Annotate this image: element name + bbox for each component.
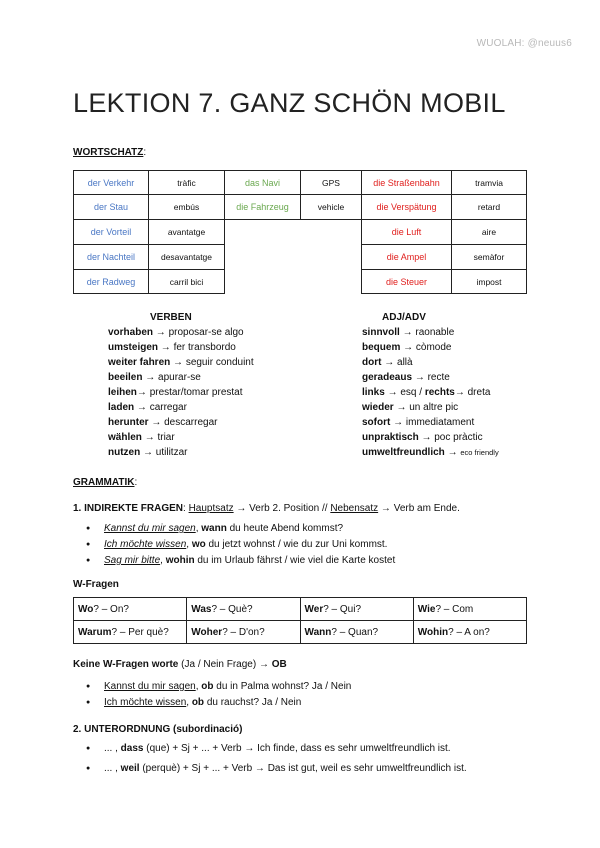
section-indirekte-fragen: 1. INDIREKTE FRAGEN: Hauptsatz → Verb 2. Position // Nebensatz → Verb am Ende. xyxy=(73,503,460,514)
list-item: vorhaben → proposar-se algo xyxy=(108,327,244,338)
list-item: beeilen → apurar-se xyxy=(108,372,201,383)
list-item: geradeaus → recte xyxy=(362,372,450,383)
list-item: laden → carregar xyxy=(108,402,187,413)
examples-unterordnung xyxy=(82,739,467,779)
list-item: weiter fahren → seguir conduint xyxy=(108,357,254,368)
vocab-term: der Stau xyxy=(73,194,149,220)
watermark: WUOLAH: @neuus6 xyxy=(476,38,572,49)
vocab-translation: avantatge xyxy=(148,219,225,245)
table-cell: Woher? – D'on? xyxy=(187,621,300,644)
list-item: ● Ich möchte wissen, ob du rauchst? Ja / Nein xyxy=(82,695,351,711)
section-unterordnung: 2. UNTERORDNUNG (subordinació) xyxy=(73,724,243,735)
vocab-term: die Verspätung xyxy=(361,194,452,220)
table-cell: Wer? – Qui? xyxy=(300,598,413,621)
list-item: herunter → descarregar xyxy=(108,417,218,428)
list-item: leihen→ prestar/tomar prestat xyxy=(108,387,243,398)
vocab-translation: desavantatge xyxy=(148,244,225,270)
table-row xyxy=(74,598,527,621)
vocab-term: die Ampel xyxy=(361,244,452,270)
list-item: ● Kannst du mir sagen, wann du heute Abend kommst? xyxy=(82,521,395,537)
examples-ob xyxy=(82,679,351,711)
wortschatz-label: WORTSCHATZ xyxy=(73,147,144,158)
vocab-term: der Vorteil xyxy=(73,219,149,245)
list-item: ● Sag mir bitte, wohin du im Urlaub fährst / wie viel die Karte kostet xyxy=(82,553,395,569)
list-item: sinnvoll → raonable xyxy=(362,327,455,338)
vocab-translation: impost xyxy=(451,269,527,294)
vocab-translation: semàfor xyxy=(451,244,527,270)
table-cell: Wann? – Quan? xyxy=(300,621,413,644)
wortschatz-heading: WORTSCHATZ: xyxy=(73,147,147,158)
vocab-translation: retard xyxy=(451,194,527,220)
vocab-term: der Nachteil xyxy=(73,244,149,270)
vocab-term: die Steuer xyxy=(361,269,452,294)
examples-indirekte xyxy=(82,521,395,569)
page-title: LEKTION 7. GANZ SCHÖN MOBIL xyxy=(73,88,506,118)
table-row xyxy=(74,621,527,644)
vocab-term: der Radweg xyxy=(73,269,149,294)
verben-header: VERBEN xyxy=(150,312,192,323)
list-item: nutzen → utilitzar xyxy=(108,447,188,458)
adj-list xyxy=(362,310,499,460)
list-item: ● Ich möchte wissen, wo du jetzt wohnst / wie du zur Uni kommst. xyxy=(82,537,395,553)
list-item: bequem → còmode xyxy=(362,342,452,353)
table-cell: Was? – Què? xyxy=(187,598,300,621)
vocab-translation: embús xyxy=(148,194,225,220)
vocab-term: die Straßenbahn xyxy=(361,170,452,195)
vocab-translation: vehicle xyxy=(300,194,362,220)
adj-header: ADJ/ADV xyxy=(382,312,426,323)
vocab-term: die Fahrzeug xyxy=(224,194,301,220)
table-cell: Warum? – Per què? xyxy=(74,621,187,644)
list-item: links → esq / rechts→ dreta xyxy=(362,387,491,398)
vocab-translation: GPS xyxy=(300,170,362,195)
wfragen-label: W-Fragen xyxy=(73,579,119,590)
vocab-translation: aire xyxy=(451,219,527,245)
table-cell: Wie? – Com xyxy=(413,598,526,621)
wfragen-table xyxy=(73,597,527,644)
vocab-term: der Verkehr xyxy=(73,170,149,195)
list-item: wählen → triar xyxy=(108,432,175,443)
grammatik-label: GRAMMATIK xyxy=(73,477,135,488)
table-cell: Wohin? – A on? xyxy=(413,621,526,644)
list-item: dort → allà xyxy=(362,357,413,368)
list-item: sofort → immediatament xyxy=(362,417,475,428)
table-cell: Wo? – On? xyxy=(74,598,187,621)
list-item: wieder → un altre pic xyxy=(362,402,459,413)
vocab-term: das Navi xyxy=(224,170,301,195)
grammatik-heading: GRAMMATIK: xyxy=(73,477,138,488)
keine-wfragen: Keine W-Fragen worte (Ja / Nein Frage) → OB xyxy=(73,659,287,670)
list-item: umweltfreundlich → eco friendly xyxy=(362,447,499,458)
list-item: ● Kannst du mir sagen, ob du in Palma wohnst? Ja / Nein xyxy=(82,679,351,695)
verben-list xyxy=(108,310,254,460)
vocab-translation: tramvia xyxy=(451,170,527,195)
vocab-grid xyxy=(73,170,527,294)
vocab-translation: carril bici xyxy=(148,269,225,294)
vocab-term: die Luft xyxy=(361,219,452,245)
list-item: ● ... , weil (perquè) + Sj + ... + Verb → Das ist gut, weil es sehr umweltfreundlich ist. xyxy=(82,759,467,779)
list-item: umsteigen → fer transbordo xyxy=(108,342,236,353)
vocab-translation: tràfic xyxy=(148,170,225,195)
list-item: unpraktisch → poc pràctic xyxy=(362,432,483,443)
list-item: ● ... , dass (que) + Sj + ... + Verb → Ich finde, dass es sehr umweltfreundlich ist. xyxy=(82,739,467,759)
